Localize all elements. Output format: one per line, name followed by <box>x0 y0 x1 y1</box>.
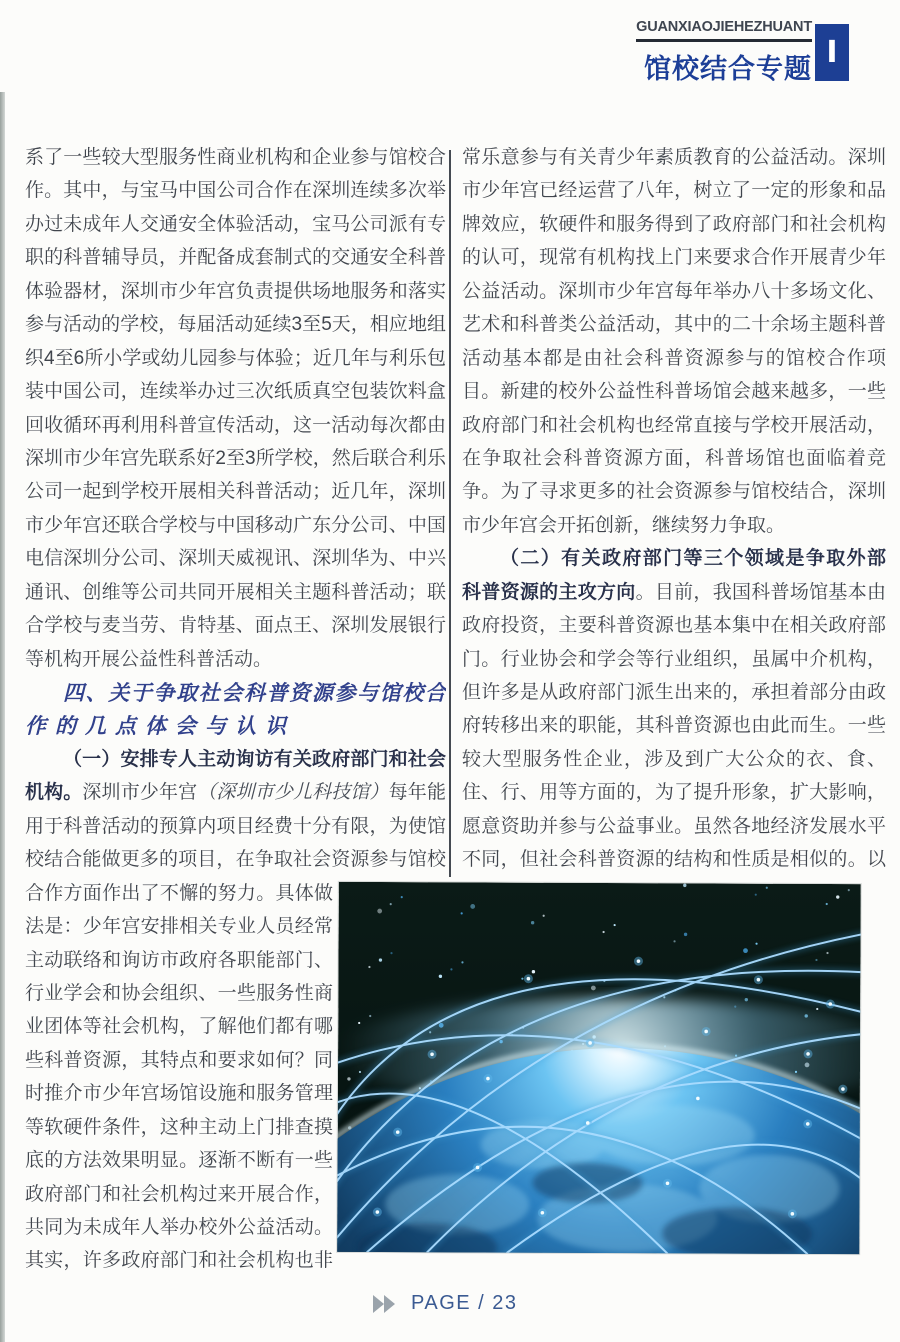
text-segment: 不同，但社会科普资源的结构和性质是相似的。以 <box>462 849 886 871</box>
text-segment: 参与活动的学校，每届活动延续3至5天，相应地组 <box>25 314 446 336</box>
text-line <box>25 542 446 575</box>
text-segment: 等机构开展公益性科普活动。 <box>25 648 273 670</box>
text-line <box>462 208 886 241</box>
text-segment: 公司一起到学校开展相关科普活动；近几年，深圳 <box>25 481 446 503</box>
text-line <box>462 810 886 843</box>
text-line <box>462 542 886 575</box>
text-segment: 办过未成年人交通安全体验活动，宝马公司派有专 <box>25 213 446 235</box>
text-segment: 。目前，我国科普场馆基本由 <box>635 581 886 603</box>
text-line <box>25 409 446 442</box>
text-line <box>462 676 886 709</box>
text-line <box>462 643 886 676</box>
text-line <box>25 1211 333 1244</box>
text-line <box>25 776 446 809</box>
text-segment: 市少年宫已经运营了八年，树立了一定的形象和品 <box>462 180 886 202</box>
text-segment: 争。为了寻求更多的社会资源参与馆校结合，深圳 <box>462 481 886 503</box>
text-segment: 时推介市少年宫场馆设施和服务管理 <box>25 1083 333 1105</box>
text-line <box>25 241 446 274</box>
text-segment: 底的方法效果明显。逐渐不断有一些 <box>25 1150 333 1172</box>
text-segment: 些科普资源，其特点和要求如何？同 <box>25 1049 333 1071</box>
text-line <box>462 375 886 408</box>
text-line <box>25 342 446 375</box>
text-segment: 活动基本都是由社会科普资源参与的馆校合作项 <box>462 347 886 369</box>
text-line <box>25 576 446 609</box>
text-line <box>25 1178 333 1211</box>
scan-edge-strip <box>0 92 5 1342</box>
text-segment: 电信深圳分公司、深圳天威视讯、深圳华为、中兴 <box>25 548 446 570</box>
page-footer <box>372 1292 518 1315</box>
text-segment: （二）有关政府部门等三个领域是争取外部 <box>500 548 886 570</box>
text-segment: 作的几点体会与认识 <box>25 713 295 739</box>
text-segment: （一）安排专人主动询访有关政府部门和社会 <box>63 748 446 770</box>
header-badge <box>815 24 849 81</box>
text-line <box>25 944 333 977</box>
text-line <box>462 442 886 475</box>
text-line <box>462 308 886 341</box>
column-divider <box>449 150 451 877</box>
text-segment: 公益活动。深圳市少年宫每年举办八十多场文化、 <box>462 280 886 302</box>
header-badge-glyph: I <box>826 34 838 70</box>
text-line <box>462 141 886 174</box>
text-segment: 常乐意参与有关青少年素质教育的公益活动。深圳 <box>462 147 886 168</box>
text-segment: 系了一些较大型服务性商业机构和企业参与馆校合 <box>25 147 446 168</box>
right-column <box>462 141 886 877</box>
text-segment: 愿意资助并参与公益事业。虽然各地经济发展水平 <box>462 815 886 837</box>
text-line <box>25 275 446 308</box>
text-line <box>25 174 446 207</box>
text-segment: 机构。 <box>25 782 83 804</box>
text-line <box>462 475 886 508</box>
text-line <box>25 810 446 843</box>
header-title: 馆校结合专题 <box>644 54 812 84</box>
text-line <box>25 709 446 742</box>
text-segment: 在争取社会科普资源方面，科普场馆也面临着竞 <box>462 447 886 469</box>
text-segment: 业团体等社会机构，了解他们都有哪 <box>25 1016 333 1038</box>
text-segment: 校结合能做更多的项目，在争取社会资源参与馆校 <box>25 849 446 871</box>
text-segment: 牌效应，软硬件和服务得到了政府部门和社会机构 <box>462 213 886 235</box>
text-segment: 但许多是从政府部门派生出来的，承担着部分由政 <box>462 682 886 703</box>
text-line <box>25 1077 333 1110</box>
header-pinyin: GUANXIAOJIEHEZHUANT <box>636 19 812 42</box>
text-line <box>462 509 886 542</box>
text-line <box>25 141 446 174</box>
text-segment: 的认可，现常有机构找上门来要求合作开展青少年 <box>462 247 886 269</box>
text-segment: 主动联络和询访市政府各职能部门、 <box>25 949 333 971</box>
text-segment: 行业学会和协会组织、一些服务性商 <box>25 982 333 1004</box>
text-line <box>462 776 886 809</box>
text-segment: 织4至6所小学或幼儿园参与体验；近几年与利乐包 <box>25 347 446 369</box>
text-line <box>25 743 446 776</box>
text-line <box>25 475 446 508</box>
text-line <box>462 409 886 442</box>
text-line <box>25 676 446 709</box>
text-segment: 政府投资，主要科普资源也基本集中在相关政府部 <box>462 615 886 637</box>
text-segment: 目。新建的校外公益性科普场馆会越来越多，一些 <box>462 381 886 403</box>
text-line <box>462 743 886 776</box>
text-line <box>25 1044 333 1077</box>
text-line <box>25 609 446 642</box>
text-line <box>25 1111 333 1144</box>
forward-arrows-icon <box>372 1295 398 1313</box>
text-segment: 府转移出来的职能，其科普资源也由此而生。一些 <box>462 715 886 737</box>
text-segment: 作。其中，与宝马中国公司合作在深圳连续多次举 <box>25 180 446 202</box>
text-segment: 法是：少年宫安排相关专业人员经常 <box>25 916 333 938</box>
text-segment: 装中国公司，连续举办过三次纸质真空包装饮料盒 <box>25 381 446 403</box>
text-line <box>25 509 446 542</box>
text-segment: 职的科普辅导员，并配备成套制式的交通安全科普 <box>25 247 446 269</box>
text-segment: （深圳市少儿科技馆） <box>197 781 389 804</box>
text-segment: 科普资源的主攻方向 <box>462 581 636 603</box>
text-line <box>25 643 446 676</box>
text-segment: 政府部门和社会机构也经常直接与学校开展活动， <box>462 414 886 436</box>
text-segment: 回收循环再利用科普宣传活动，这一活动每次都由 <box>25 414 446 436</box>
text-line <box>25 208 446 241</box>
text-line <box>462 275 886 308</box>
text-segment: 市少年宫还联合学校与中国移动广东分公司、中国 <box>25 514 446 536</box>
text-segment: 等软硬件条件，这种主动上门排查摸 <box>25 1116 333 1138</box>
text-segment: 较大型服务性企业，涉及到广大公众的衣、食、 <box>462 748 886 770</box>
text-segment: 通讯、创维等公司共同开展相关主题科普活动；联 <box>25 581 446 603</box>
text-line <box>462 342 886 375</box>
text-line <box>462 576 886 609</box>
text-segment: 四、关于争取社会科普资源参与馆校合 <box>63 680 446 705</box>
text-line <box>25 977 333 1010</box>
text-line <box>25 843 446 876</box>
page-number-label: PAGE / 23 <box>411 1292 518 1314</box>
text-line <box>25 1010 333 1043</box>
network-globe-photo <box>337 882 861 1254</box>
text-segment: 政府部门和社会机构过来开展合作， <box>25 1183 333 1205</box>
text-segment: 每年能 <box>388 782 446 804</box>
text-line <box>25 375 446 408</box>
text-segment: 住、行、用等方面的，为了提升形象，扩大影响， <box>462 782 886 804</box>
text-line <box>462 241 886 274</box>
text-segment: 体验器材，深圳市少年宫负责提供场地服务和落实 <box>25 280 446 302</box>
page-header <box>636 18 812 86</box>
text-line <box>25 442 446 475</box>
text-line <box>462 174 886 207</box>
text-segment: 深圳市少年宫先联系好2至3所学校，然后联合利乐 <box>25 447 446 469</box>
text-segment: 其实，许多政府部门和社会机构也非 <box>25 1250 333 1272</box>
text-line <box>25 1244 333 1277</box>
text-line <box>462 843 886 876</box>
text-segment: 市少年宫会开拓创新，继续努力争取。 <box>462 514 786 536</box>
text-segment: 用于科普活动的预算内项目经费十分有限，为使馆 <box>25 815 446 837</box>
text-line <box>25 1144 333 1177</box>
text-segment: 共同为未成年人举办校外公益活动。 <box>25 1217 333 1238</box>
text-line <box>462 709 886 742</box>
text-line <box>462 609 886 642</box>
text-segment: 艺术和科普类公益活动，其中的二十余场主题科普 <box>462 314 886 336</box>
text-line <box>25 308 446 341</box>
text-line <box>25 910 333 943</box>
text-line <box>25 877 333 910</box>
text-segment: 门。行业协会和学会等行业组织，虽属中介机构， <box>462 648 886 670</box>
text-segment: 合作方面作出了不懈的努力。具体做 <box>25 882 333 904</box>
text-segment: 深圳市少年宫 <box>82 782 198 804</box>
text-segment: 合学校与麦当劳、肯特基、面点王、深圳发展银行 <box>25 615 446 637</box>
